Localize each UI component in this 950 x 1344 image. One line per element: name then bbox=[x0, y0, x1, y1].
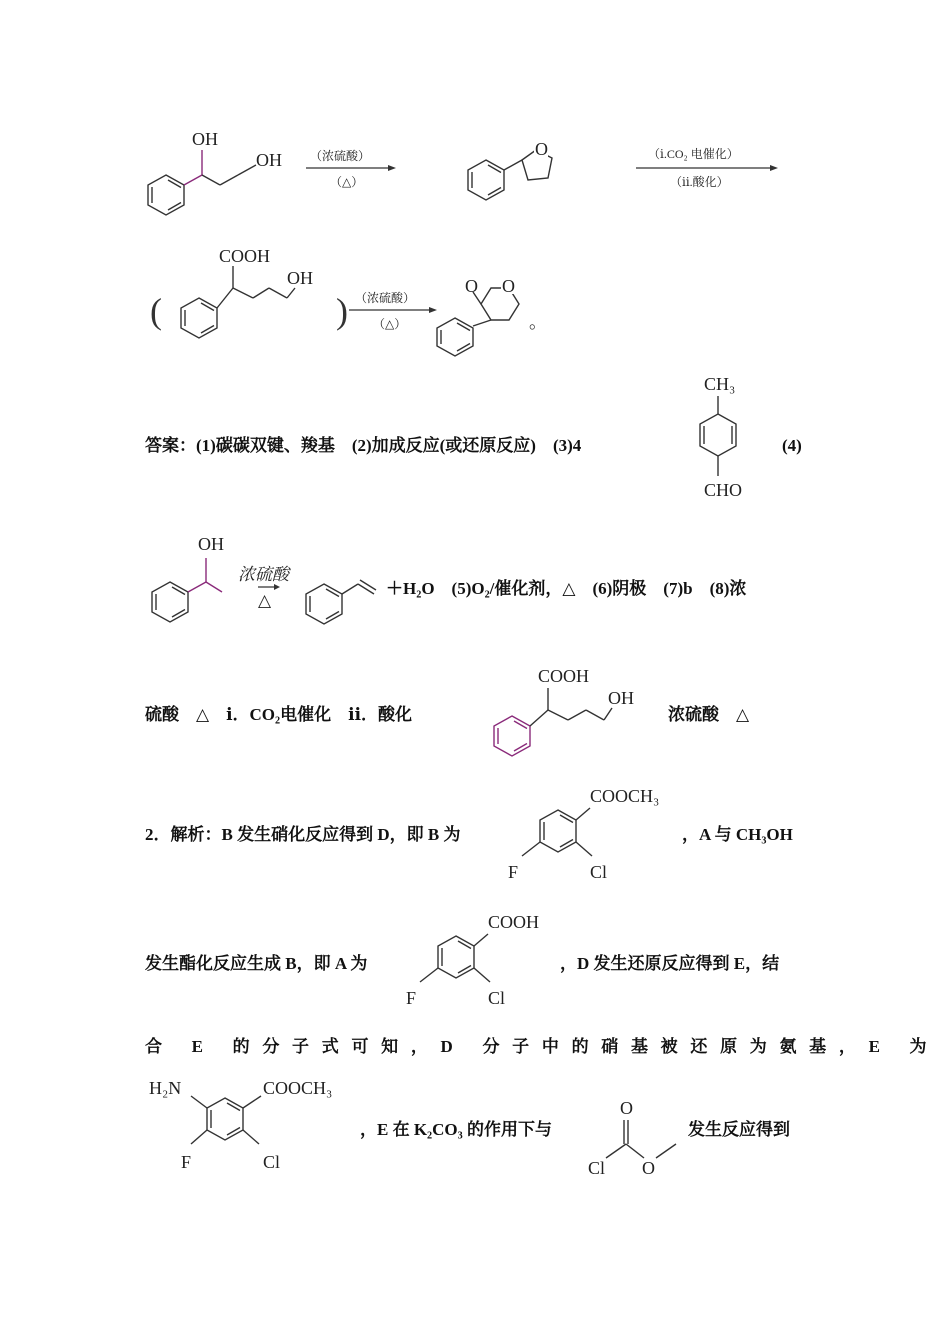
analysis-line-2-head: 发生酯化反应生成 B，即 A 为 bbox=[145, 954, 368, 973]
benzene-ring bbox=[148, 175, 184, 215]
ch3-label: CH₃ bbox=[704, 374, 736, 394]
oh-label: OH bbox=[198, 534, 224, 554]
answer-label: 答案： bbox=[145, 436, 196, 455]
fluorine-label: F bbox=[508, 862, 519, 882]
arrow-condition-bottom: （△） bbox=[330, 175, 364, 189]
arrow-condition-top: （ⅰ.CO₂ 电催化） bbox=[648, 147, 739, 161]
carbonyl-oxygen-label: O bbox=[465, 276, 478, 296]
oh-label: OH bbox=[256, 150, 282, 170]
cooch3-label: COOCH₃ bbox=[590, 786, 660, 806]
answer-part-4-label: (4) bbox=[782, 436, 802, 455]
arrow-condition-bottom: （ⅱ.酸化） bbox=[670, 175, 729, 189]
benzene-ring bbox=[700, 396, 736, 476]
arrow-condition-bottom: △ bbox=[258, 591, 272, 610]
chlorine-label: Cl bbox=[488, 988, 506, 1008]
arrow-condition-top: （浓硫酸） bbox=[310, 149, 371, 163]
oxygen-label: O bbox=[502, 276, 515, 296]
answer-line-3-head: 硫酸 △ ⅰ．CO₂电催化 ⅱ．酸化 bbox=[145, 705, 413, 724]
close-parenthesis: ) bbox=[336, 291, 348, 331]
analysis-line-4-mid: ，E 在 K₂CO₃ 的作用下与 bbox=[360, 1120, 553, 1139]
analysis-line-4-tail: 发生反应得到 bbox=[688, 1120, 790, 1139]
fluorine-label: F bbox=[406, 988, 417, 1008]
cooch3-label: COOCH₃ bbox=[263, 1078, 333, 1098]
chlorine-label: Cl bbox=[263, 1152, 281, 1172]
p-tolualdehyde-structure bbox=[688, 368, 768, 510]
cooh-label: COOH bbox=[219, 246, 271, 266]
benzene-ring bbox=[191, 1096, 261, 1144]
chlorine-label: Cl bbox=[590, 862, 608, 882]
benzene-ring bbox=[494, 716, 530, 756]
reaction-scheme-row2-product bbox=[345, 270, 565, 360]
chlorine-label: Cl bbox=[588, 1158, 606, 1178]
oxygen-label: O bbox=[620, 1098, 633, 1118]
methyl-chloroformate-structure bbox=[580, 1092, 690, 1182]
benzene-ring bbox=[181, 298, 217, 338]
answer-line-2-text: ＋H₂O (5)O₂/催化剂，△ (6)阴极 (7)b (8)浓 bbox=[386, 579, 747, 598]
analysis-line-1-head: 2．解析：B 发生硝化反应得到 D，即 B 为 bbox=[145, 825, 461, 844]
arrow-condition-top: （浓硫酸） bbox=[355, 291, 416, 305]
benzene-ring bbox=[437, 318, 491, 356]
h2n-label: H₂N bbox=[149, 1078, 182, 1098]
arrow-condition-bottom: （△） bbox=[373, 317, 407, 331]
methyl-ester-structure bbox=[500, 780, 690, 890]
hydroxy-acid-structure bbox=[480, 660, 660, 760]
benzoic-acid-structure bbox=[398, 906, 568, 1016]
styrene-structure bbox=[298, 570, 388, 640]
analysis-line-2-tail: ，D 发生还原反应得到 E，结 bbox=[560, 954, 780, 973]
amino-ester-structure bbox=[145, 1070, 365, 1180]
oh-label: OH bbox=[192, 129, 218, 149]
reaction-scheme-row1 bbox=[130, 120, 800, 230]
condition-arrow bbox=[236, 562, 306, 612]
benzene-ring bbox=[420, 934, 490, 982]
oh-label: OH bbox=[287, 268, 313, 288]
cooh-label: COOH bbox=[488, 912, 540, 932]
answer-line-3-tail: 浓硫酸 △ bbox=[668, 705, 750, 724]
benzene-ring bbox=[522, 808, 592, 856]
period: 。 bbox=[529, 312, 547, 332]
oxygen-label: O bbox=[535, 139, 548, 159]
benzene-ring bbox=[152, 582, 188, 622]
phenylethanol-structure bbox=[140, 528, 240, 638]
benzene-ring bbox=[468, 160, 504, 200]
oxygen-label: O bbox=[642, 1158, 655, 1178]
fluorine-label: F bbox=[181, 1152, 192, 1172]
analysis-line-1-tail: ，A 与 CH₃OH bbox=[682, 825, 793, 844]
open-parenthesis: ( bbox=[150, 291, 162, 331]
answer-part-1: (1)碳碳双键、羧基 (2)加成反应(或还原反应) (3)4 bbox=[196, 436, 582, 455]
oh-label: OH bbox=[608, 688, 634, 708]
arrow-condition-top: 浓硫酸 bbox=[238, 565, 289, 584]
analysis-line-3: 合 E 的分子式可知，D 分子中的硝基被还原为氨基，E 为 bbox=[145, 1037, 940, 1056]
cooh-label: COOH bbox=[538, 666, 590, 686]
cho-label: CHO bbox=[704, 480, 743, 500]
benzene-ring bbox=[306, 580, 376, 624]
